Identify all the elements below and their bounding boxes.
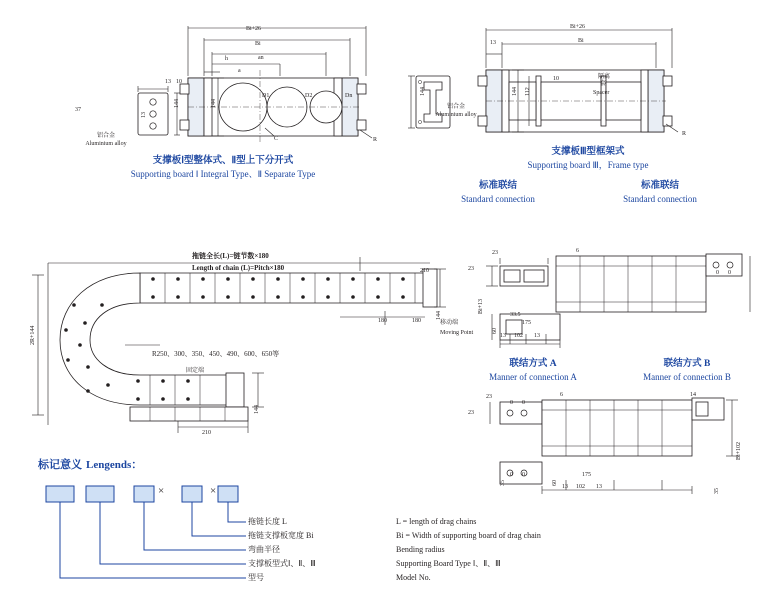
fig2-caption-en: Supporting board Ⅲ，Frame type — [527, 160, 649, 170]
fig1-label-144a: 144 — [211, 99, 217, 108]
fig4-hole-left: 0 — [716, 270, 719, 276]
fig3-label-moving-en: Moving Point — [440, 330, 474, 336]
legend-item-en-1: Bi = Width of supporting board of drag chain — [396, 531, 541, 540]
legend-item-cn-0: 拖链长度 L — [248, 517, 287, 526]
fig3-label-210-bottom: 210 — [202, 430, 211, 436]
fig5-label-175: 175 — [582, 472, 591, 478]
fig5-hole-left: 0 — [510, 400, 513, 406]
fig2-label-spacer-cn: 隔离 — [598, 74, 611, 80]
fig1-label-r: R — [373, 137, 378, 143]
fig1-label-h: h — [225, 56, 228, 62]
legend-item-cn-1: 拖链支撑板宽度 Bi — [248, 531, 314, 540]
fig5-label-14: 14 — [690, 392, 696, 398]
fig2-label-144b: 144 — [512, 87, 518, 96]
fig4-label-60: 60 — [492, 328, 498, 334]
fig2-label-144a: 144 — [420, 87, 426, 96]
fig1-label-10: 10 — [176, 79, 182, 85]
fig1-label-d1: D1 — [262, 93, 270, 99]
fig5-label-35: 35 — [714, 488, 720, 494]
fig5-label-102: 102 — [576, 484, 585, 490]
fig1-label-13b: 13 — [141, 112, 147, 118]
fig5-hole-right2: 0 — [522, 472, 525, 478]
fig2-label-alu-en: Aluminium alloy — [435, 112, 477, 118]
figure-supporting-board-III — [408, 20, 738, 140]
figure-connection-a — [470, 248, 750, 348]
fig1-label-d2: D2 — [305, 93, 313, 99]
fig5-label-6: 6 — [560, 392, 563, 398]
legend-title-en: Lengends： — [86, 459, 143, 471]
fig2-label-r: R — [682, 131, 687, 137]
fig1-caption-cn: 支撑板Ⅰ型整体式、Ⅱ型上下分开式 — [152, 156, 294, 166]
fig4-label-bi13: Bi+13 — [478, 298, 484, 314]
fig1-label-alu-en: Aluminium alloy — [85, 141, 127, 147]
fig1-label-bi26: Bi+26 — [246, 26, 262, 32]
fig2-caption-cn: 支撑板Ⅲ型框架式 — [551, 147, 625, 157]
fig4-label-13: 13 — [500, 333, 506, 339]
legend-item-en-3: Supporting Board Type Ⅰ、Ⅱ、Ⅲ — [396, 559, 501, 568]
fig4-label-13b: 13 — [534, 333, 540, 339]
legend-item-en-0: L = length of drag chains — [396, 517, 477, 526]
figure-chain-overall — [30, 245, 450, 440]
fig1-caption-en: Supporting board Ⅰ Integral Type、Ⅱ Separate Type — [130, 169, 316, 179]
legend-item-en-2: Bending radius — [396, 545, 445, 554]
fig3-label-180a: 180 — [378, 318, 387, 324]
fig2-label-bi: Bi — [578, 38, 584, 44]
fig2-label-alu-cn: 铝合金 — [446, 104, 465, 110]
legend-separator-2: × — [210, 485, 217, 497]
figure-connection-b — [470, 392, 750, 502]
fig3-label-radius-note: R250、300、350、450、490、600、650等 — [152, 350, 280, 358]
fig1-label-c: C — [274, 136, 279, 142]
fig2-standard-connection-left-en: Standard connection — [461, 194, 535, 204]
legend-item-cn-4: 型号 — [248, 573, 264, 582]
fig4-label-175: 175 — [522, 320, 531, 326]
fig5-label-60: 60 — [552, 480, 558, 486]
fig3-label-fixed: 固定端 — [186, 368, 205, 374]
fig5-hole-left2: 0 — [510, 472, 513, 478]
fig3-title-en: Length of chain (L)=Pitch×180 — [192, 264, 285, 272]
legend-title — [38, 455, 142, 473]
fig5-label-13: 13 — [562, 484, 568, 490]
fig5-label-bi102: Bi+102 — [736, 441, 742, 460]
fig1-label-bi: Bi — [255, 41, 261, 47]
fig1-label-an: an — [258, 55, 264, 61]
fig2-label-10: 10 — [553, 76, 559, 82]
fig3-label-210-top: 210 — [420, 268, 429, 274]
fig5-hole-right: 0 — [522, 400, 525, 406]
fig1-label-13: 13 — [165, 79, 171, 85]
fig5-caption-cn: 联结方式 B — [663, 359, 711, 369]
fig4-label-23b: 23 — [468, 266, 474, 272]
fig3-label-144-right: 144 — [436, 311, 442, 320]
fig3-label-144-bottom: 144 — [254, 405, 260, 414]
fig2-standard-connection-right-cn: 标准联结 — [640, 181, 679, 191]
fig1-label-37: 37 — [75, 107, 81, 113]
fig2-label-112a: 112 — [525, 87, 531, 96]
legend-title-cn: 标记意义 — [38, 459, 82, 471]
fig1-label-dn: Dn — [345, 93, 353, 99]
fig1-label-144b: 144 — [174, 99, 180, 108]
fig2-standard-connection-right-en: Standard connection — [623, 194, 697, 204]
legend-item-cn-3: 支撑板型式Ⅰ、Ⅱ、Ⅲ — [248, 559, 316, 568]
fig4-hole-right: 0 — [728, 270, 731, 276]
legend-separator-1: × — [158, 485, 165, 497]
fig4-label-102: 102 — [514, 333, 523, 339]
fig4-caption-cn: 联结方式 A — [509, 359, 557, 369]
fig4-label-6: 6 — [576, 248, 579, 254]
fig2-label-13: 13 — [490, 40, 496, 46]
fig4-label-35: 35 — [500, 480, 506, 486]
fig4-caption-en: Manner of connection A — [489, 372, 577, 382]
fig5-label-23a: 23 — [486, 394, 492, 400]
fig4-label-23a: 23 — [492, 250, 498, 256]
fig5-label-23b: 23 — [468, 410, 474, 416]
fig3-label-moving-cn: 移动端 — [440, 320, 459, 326]
fig2-standard-connection-left-cn: 标准联结 — [478, 181, 517, 191]
fig2-label-spacer-en: Spacer — [593, 90, 610, 96]
legend-diagram — [38, 478, 368, 603]
legend-item-cn-2: 弯曲半径 — [248, 545, 280, 554]
legend-item-en-4: Model No. — [396, 573, 431, 582]
figure-supporting-board-I-II — [60, 18, 390, 148]
fig2-label-bi26: Bi+26 — [570, 24, 586, 30]
fig3-label-2r144: 2R+144 — [30, 325, 36, 345]
fig3-label-180b: 180 — [412, 318, 421, 324]
fig5-caption-en: Manner of connection B — [643, 372, 731, 382]
fig2-label-spacer-cn2: 套 — [600, 81, 607, 87]
fig1-label-a: a — [238, 68, 241, 74]
fig5-label-13b: 13 — [596, 484, 602, 490]
fig1-label-alu-cn: 铝合金 — [96, 133, 115, 139]
fig3-title-cn: 拖链全长(L)=链节数×180 — [192, 252, 269, 260]
fig4-label-33-5: 33.5 — [510, 312, 521, 318]
